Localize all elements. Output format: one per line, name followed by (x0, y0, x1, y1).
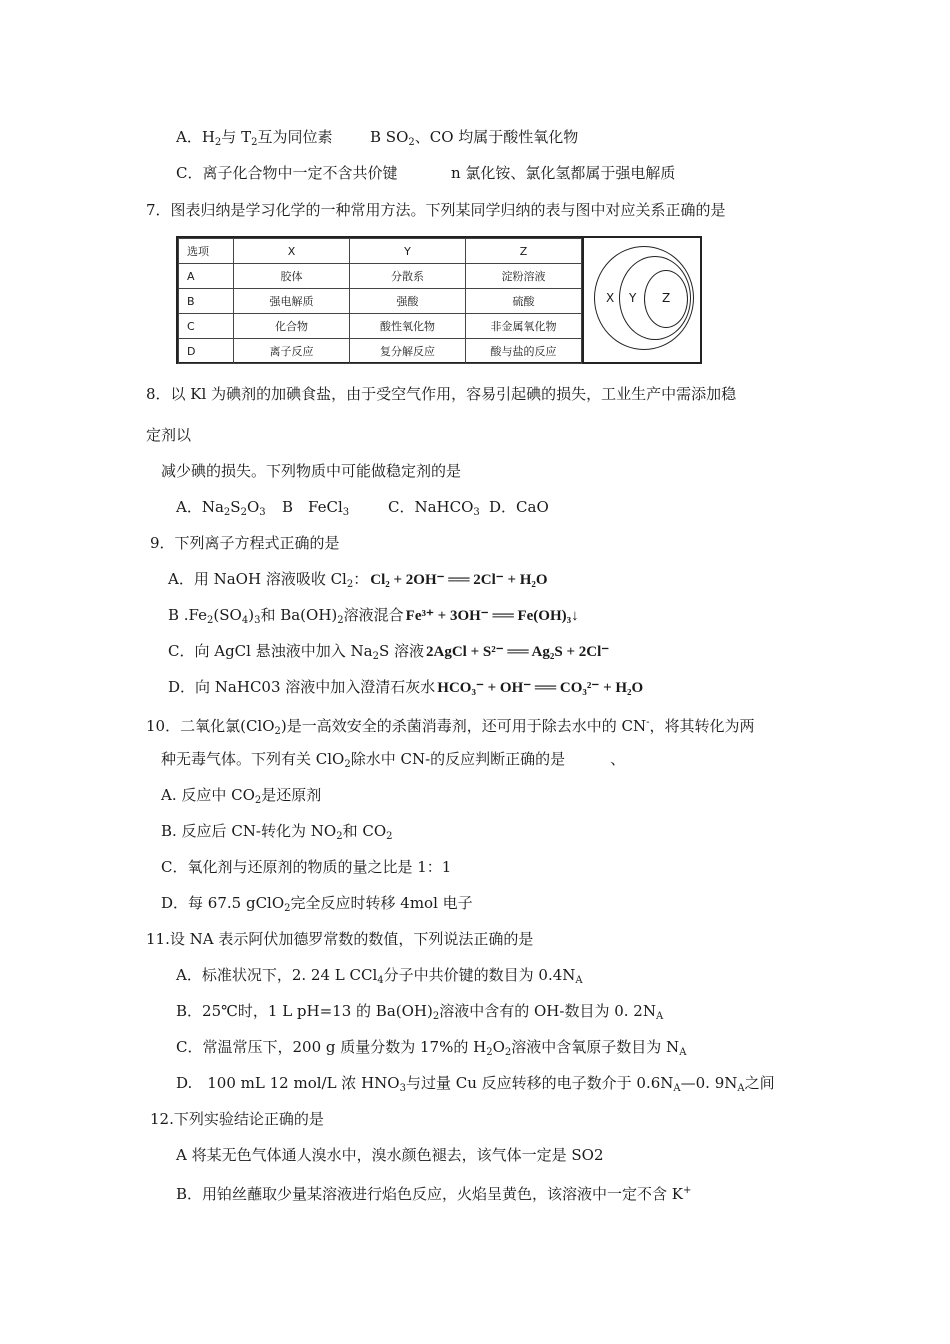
q8-option-a: A．$Na_2S_2O_3$ (176, 498, 266, 518)
table-cell: 胶体 (234, 264, 350, 289)
table-header-cell: X (234, 239, 350, 264)
table-cell: 复分解反应 (350, 339, 466, 364)
q7-figure (176, 236, 702, 364)
q8-stem-line3: 减少碘的损失。下列物质中可能做稳定剂的是 (161, 462, 462, 480)
q6-option-a: A．$H_2$与 $T_2$互为同位素 (176, 128, 333, 148)
q8-stem-line1: 8．以 Kl 为碘剂的加碘食盐，由于受空气作用，容易引起碘的损失，工业生产中需添加稳 (146, 385, 737, 403)
q6-option-c: C．离子化合物中一定不含共价键 (176, 164, 398, 182)
q8-stem-line2: 定剂以 (146, 426, 192, 444)
q11-option-b: B．25℃时，1 L pH=13 的 $Ba(OH)_2$溶液中含有的 OH-数目为 0. $2N_A$ (176, 1002, 664, 1022)
q10-option-b: B. 反应后 CN-转化为 $NO_2$和 $CO_2$ (161, 822, 393, 842)
q7-table (178, 238, 582, 364)
q11-option-d: D. 100 mL 12 mol/L 浓 $HNO_3$与过量 Cu 反应转移的电子数介于 $0.6N_A—0$. $9N_A$之间 (176, 1074, 775, 1094)
table-header-cell: Z (466, 239, 582, 264)
table-cell: 分散系 (350, 264, 466, 289)
q11-option-a: A．标准状况下，2. 24 L CCl$_4$分子中共价键的数目为 $0.4N_A$ (176, 966, 583, 986)
table-cell: 化合物 (234, 314, 350, 339)
q9-equation-d: HCO₃⁻ + OH⁻ ══ CO₃²⁻ + H₂O (437, 680, 644, 696)
q10-stem-line1: 10．二氧化氯(ClO$_2$)是一高效安全的杀菌消毒剂，还可用于除去水中的 CN-，将其转化为两 (146, 717, 755, 737)
table-header-row (179, 239, 582, 264)
q10-stem-line2: 种无毒气体。下列有关 ClO$_2$除水中 CN-的反应判断正确的是 、 (161, 750, 626, 770)
table-cell: 强电解质 (234, 289, 350, 314)
table-cell: B (179, 289, 234, 314)
q10-option-d: D．每 67.5 gClO$_2$完全反应时转移 4mol 电子 (161, 894, 473, 914)
q6-option-b: B $SO_2$、CO 均属于酸性氧化物 (370, 128, 579, 148)
q9-equation-c: 2AgCl + S²⁻ ══ Ag₂S + 2Cl⁻ (425, 644, 610, 660)
q8-option-d: D．CaO (489, 498, 549, 516)
table-header-cell: Y (350, 239, 466, 264)
venn-label-z: Z (662, 291, 671, 305)
venn-label-y: Y (629, 291, 637, 305)
table-cell: 离子反应 (234, 339, 350, 364)
q7-stem: 7．图表归纳是学习化学的一种常用方法。下列某同学归纳的表与图中对应关系正确的是 (146, 201, 726, 219)
q10-option-c: C．氧化剂与还原剂的物质的量之比是 1：1 (161, 858, 452, 876)
q8-option-c: C．NaHCO$_3$ (388, 498, 480, 518)
q11-stem: 11.设 NA 表示阿伏加德罗常数的数值，下列说法正确的是 (146, 930, 534, 948)
q9-equation-a: Cl₂ + 2OH⁻ ══ 2Cl⁻ + H₂O (370, 572, 548, 588)
table-row (179, 264, 582, 289)
q9-stem: 9．下列离子方程式正确的是 (150, 534, 340, 552)
venn-label-x: X (606, 291, 615, 305)
q12-stem: 12.下列实验结论正确的是 (150, 1110, 324, 1128)
table-row (179, 289, 582, 314)
venn-diagram (582, 238, 700, 362)
table-header-cell: 选项 (179, 239, 234, 264)
q9-option-d: D．向 NaHC03 溶液中加入澄清石灰水 HCO₃⁻ + OH⁻ ══ CO₃²⁻ + H₂O (168, 678, 644, 696)
table-cell: A (179, 264, 234, 289)
q12-option-b: B．用铂丝蘸取少量某溶液进行焰色反应，火焰呈黄色，该溶液中一定不含 K+ (176, 1185, 692, 1203)
table-cell: C (179, 314, 234, 339)
table-cell: D (179, 339, 234, 364)
q9-option-a: A．用 NaOH 溶液吸收 $Cl_2$： Cl₂ + 2OH⁻ ══ 2Cl⁻ + H₂O (168, 570, 548, 590)
q8-option-b: B FeCl$_3$ (282, 498, 350, 518)
table-cell: 硫酸 (466, 289, 582, 314)
table-cell: 酸性氧化物 (350, 314, 466, 339)
table-cell: 酸与盐的反应 (466, 339, 582, 364)
q6-option-d: n 氯化铵、氯化氢都属于强电解质 (451, 164, 676, 182)
table-row (179, 339, 582, 364)
q9-option-c: C．向 AgCl 悬浊液中加入 $Na_2S$ 溶液 2AgCl + S²⁻ ══ Ag₂S + 2Cl⁻ (168, 642, 610, 662)
q9-option-b: B $.Fe_2(SO_4)_3$和 $Ba(OH)_2$溶液混合 Fe³⁺ + 3OH⁻ ══ Fe(OH)₃↓ (168, 606, 579, 626)
q12-option-a: A 将某无色气体通人溴水中，溴水颜色褪去，该气体一定是 SO2 (176, 1146, 604, 1164)
q9-equation-b: Fe³⁺ + 3OH⁻ ══ Fe(OH)₃↓ (405, 608, 579, 624)
q11-option-c: C．常温常压下，200 g 质量分数为 17%的 $H_2O_2$溶液中含氧原子数目为 $N_A$ (176, 1038, 687, 1058)
table-row (179, 314, 582, 339)
table-cell: 淀粉溶液 (466, 264, 582, 289)
table-cell: 非金属氧化物 (466, 314, 582, 339)
q10-option-a: A. 反应中 $CO_2$是还原剂 (161, 786, 322, 806)
table-cell: 强酸 (350, 289, 466, 314)
